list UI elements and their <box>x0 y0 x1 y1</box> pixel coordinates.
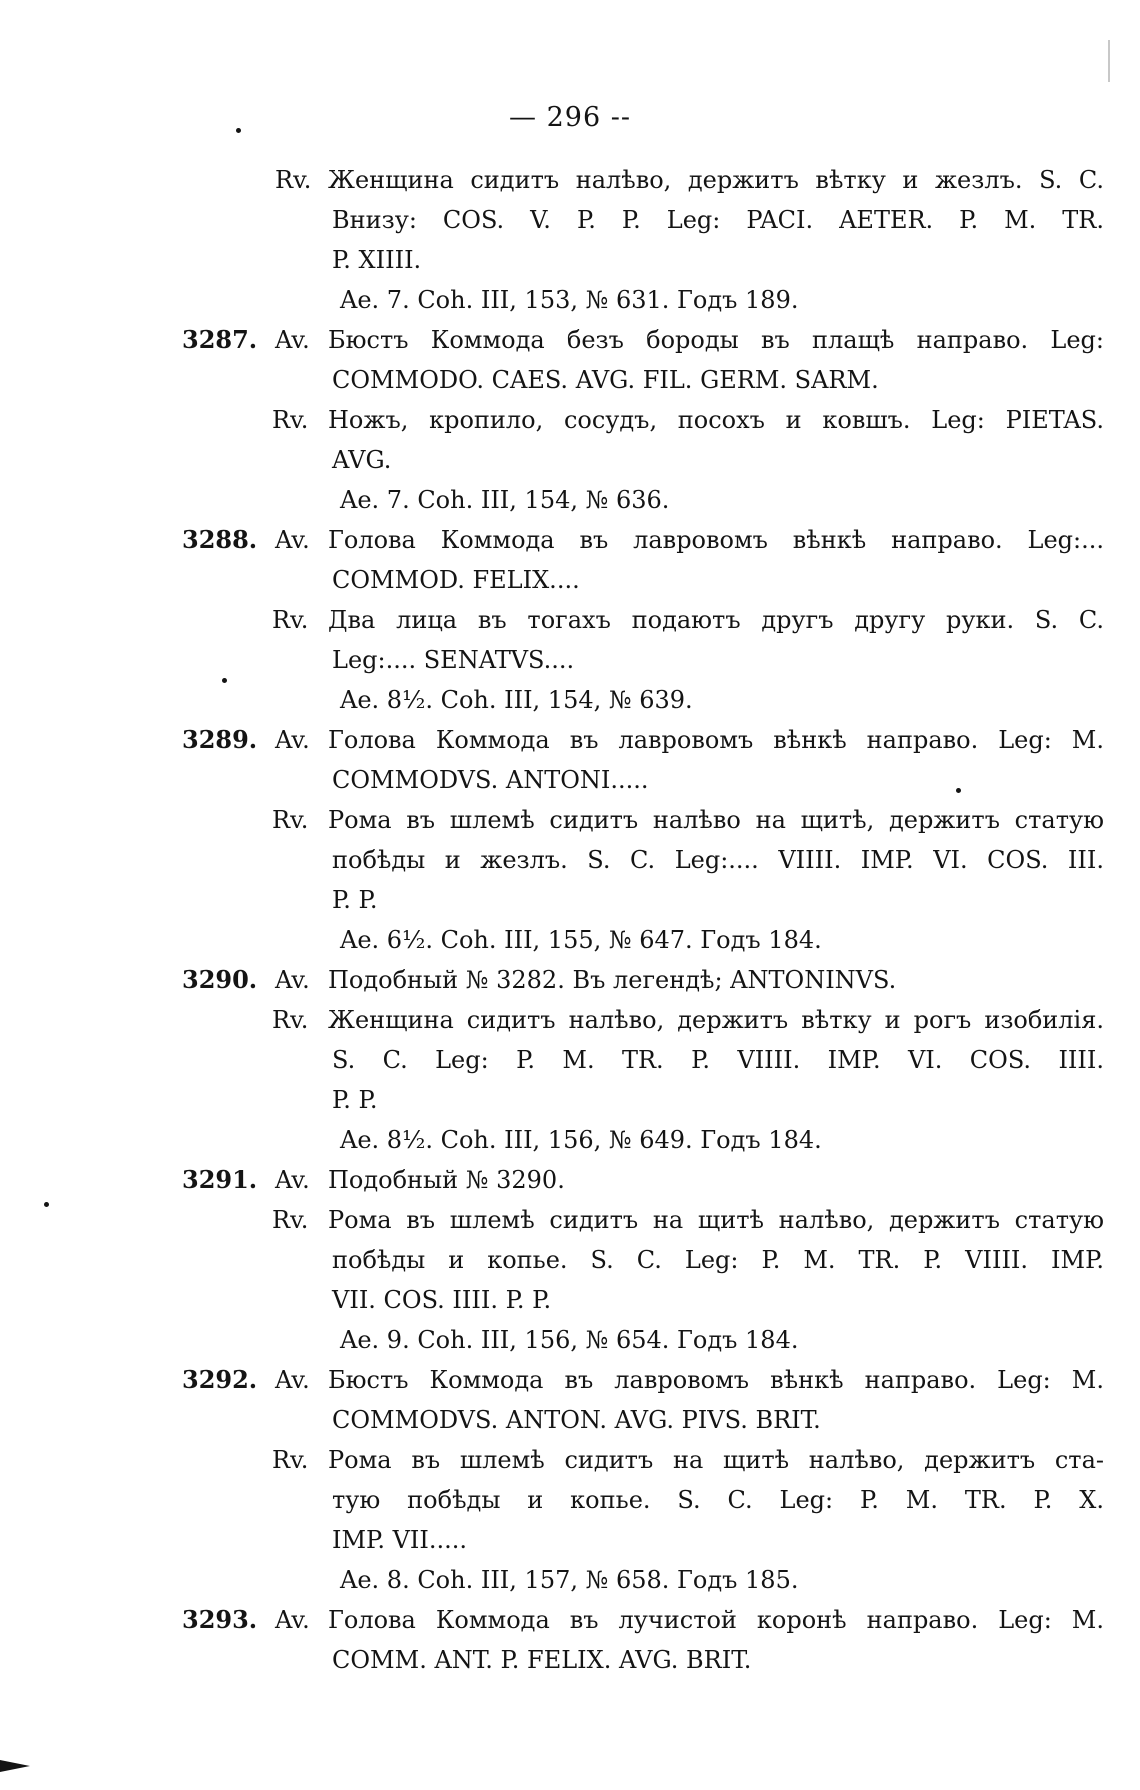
obverse-label: Av. <box>275 526 310 554</box>
catalog-line <box>0 1200 1140 1240</box>
obverse-label: Av. <box>275 1606 310 1634</box>
catalog-line <box>0 1040 1140 1080</box>
catalog-line <box>0 880 1140 920</box>
reverse-label: Rv. <box>272 1446 309 1474</box>
description-text: Рома въ шлемѣ сидитъ налѣво на щитѣ, держитъ статую <box>328 806 1104 834</box>
entry-number: 3291. <box>182 1165 258 1194</box>
description-text: побѣды и жезлъ. S. C. Leg:.... VIIII. IMP. VI. COS. III. <box>332 846 1104 874</box>
catalog-line <box>0 520 1140 560</box>
page-number: — 296 -- <box>509 102 631 133</box>
catalog-line <box>0 240 1140 280</box>
coin-reference-line: Ae. 6½. Coh. III, 155, № 647. Годъ 184. <box>340 926 822 954</box>
catalog-line <box>0 1360 1140 1400</box>
catalog-line <box>0 1320 1140 1360</box>
catalog-line <box>0 320 1140 360</box>
obverse-label: Av. <box>275 1366 310 1394</box>
description-text: Внизу: COS. V. P. P. Leg: PACI. AETER. P. M. TR. <box>332 206 1104 234</box>
description-text: P. P. <box>332 1086 378 1114</box>
print-speck <box>236 128 241 133</box>
obverse-label: Av. <box>275 1166 310 1194</box>
obverse-label: Av. <box>275 726 310 754</box>
description-text: Рома въ шлемѣ сидитъ на щитѣ налѣво, держитъ ста- <box>328 1446 1104 1474</box>
description-text: COMM. ANT. P. FELIX. AVG. BRIT. <box>332 1646 752 1674</box>
catalog-entries <box>0 160 1140 1680</box>
catalog-line <box>0 440 1140 480</box>
description-text: Рома въ шлемѣ сидитъ на щитѣ налѣво, держитъ статую <box>328 1206 1104 1234</box>
catalog-line <box>0 1600 1140 1640</box>
coin-reference-line: Ae. 9. Coh. III, 156, № 654. Годъ 184. <box>340 1326 799 1354</box>
reverse-label: Rv. <box>275 166 312 194</box>
reverse-label: Rv. <box>272 606 309 634</box>
catalog-line <box>0 1560 1140 1600</box>
catalog-line <box>0 1520 1140 1560</box>
entry-number: 3293. <box>182 1605 258 1634</box>
description-text: S. C. Leg: P. M. TR. P. VIIII. IMP. VI. COS. IIII. <box>332 1046 1104 1074</box>
catalog-line <box>0 800 1140 840</box>
description-text: COMMODO. CAES. AVG. FIL. GERM. SARM. <box>332 366 879 394</box>
entry-number: 3290. <box>182 965 258 994</box>
description-text: Ножъ, кропило, сосудъ, посохъ и ковшъ. Leg: PIETAS. <box>328 406 1104 434</box>
obverse-label: Av. <box>275 326 310 354</box>
catalog-line <box>0 160 1140 200</box>
catalog-line <box>0 720 1140 760</box>
entry-number: 3287. <box>182 325 258 354</box>
catalog-line <box>0 200 1140 240</box>
catalog-line <box>0 560 1140 600</box>
description-text: тую побѣды и копье. S. C. Leg: P. M. TR. P. X. <box>332 1486 1104 1514</box>
catalog-line <box>0 840 1140 880</box>
description-text: Женщина сидитъ налѣво, держитъ вѣтку и жезлъ. S. C. <box>328 166 1104 194</box>
catalog-line <box>0 1440 1140 1480</box>
coin-reference-line: Ae. 8½. Coh. III, 156, № 649. Годъ 184. <box>340 1126 822 1154</box>
entry-number: 3288. <box>182 525 258 554</box>
description-text: IMP. VII..... <box>332 1526 468 1554</box>
catalog-line <box>0 400 1140 440</box>
catalog-line <box>0 1160 1140 1200</box>
catalog-line <box>0 1000 1140 1040</box>
description-text: побѣды и копье. S. C. Leg: P. M. TR. P. VIIII. IMP. <box>332 1246 1104 1274</box>
reverse-label: Rv. <box>272 406 309 434</box>
catalog-line <box>0 960 1140 1000</box>
catalog-line <box>0 1640 1140 1680</box>
catalog-line <box>0 1400 1140 1440</box>
catalog-line <box>0 1240 1140 1280</box>
reverse-label: Rv. <box>272 806 309 834</box>
catalog-line <box>0 640 1140 680</box>
catalog-line <box>0 1280 1140 1320</box>
entry-number: 3289. <box>182 725 258 754</box>
description-text: COMMODVS. ANTONI..... <box>332 766 649 794</box>
catalog-line <box>0 360 1140 400</box>
catalog-line <box>0 680 1140 720</box>
description-text: Подобный № 3282. Въ легендѣ; ANTONINVS. <box>328 966 897 994</box>
description-text: Голова Коммода въ лавровомъ вѣнкѣ направо. Leg:... <box>328 526 1104 554</box>
description-text: P. P. <box>332 886 378 914</box>
description-text: COMMODVS. ANTON. AVG. PIVS. BRIT. <box>332 1406 821 1434</box>
description-text: Голова Коммода въ лавровомъ вѣнкѣ направо. Leg: M. <box>328 726 1104 754</box>
obverse-label: Av. <box>275 966 310 994</box>
catalog-line <box>0 1120 1140 1160</box>
catalog-line <box>0 1080 1140 1120</box>
coin-reference-line: Ae. 8. Coh. III, 157, № 658. Годъ 185. <box>340 1566 799 1594</box>
description-text: Leg:.... SENATVS.... <box>332 646 575 674</box>
catalog-line <box>0 920 1140 960</box>
page-edge-mark <box>1108 40 1110 82</box>
catalog-line <box>0 480 1140 520</box>
catalog-line <box>0 600 1140 640</box>
reverse-label: Rv. <box>272 1006 309 1034</box>
arrow-mark <box>0 1760 30 1772</box>
catalog-line <box>0 1480 1140 1520</box>
description-text: Бюстъ Коммода въ лавровомъ вѣнкѣ направо. Leg: M. <box>328 1366 1104 1394</box>
description-text: Голова Коммода въ лучистой коронѣ направо. Leg: M. <box>328 1606 1104 1634</box>
coin-reference-line: Ae. 7. Coh. III, 154, № 636. <box>340 486 670 514</box>
catalog-line <box>0 280 1140 320</box>
reverse-label: Rv. <box>272 1206 309 1234</box>
description-text: Подобный № 3290. <box>328 1166 565 1194</box>
description-text: VII. COS. IIII. P. P. <box>332 1286 552 1314</box>
description-text: Два лица въ тогахъ подаютъ другъ другу руки. S. C. <box>328 606 1104 634</box>
description-text: Женщина сидитъ налѣво, держитъ вѣтку и рогъ изобилія. <box>328 1006 1104 1034</box>
description-text: Бюстъ Коммода безъ бороды въ плащѣ направо. Leg: <box>328 326 1104 354</box>
coin-reference-line: Ae. 8½. Coh. III, 154, № 639. <box>340 686 693 714</box>
coin-reference-line: Ae. 7. Coh. III, 153, № 631. Годъ 189. <box>340 286 799 314</box>
catalog-line <box>0 760 1140 800</box>
description-text: COMMOD. FELIX.... <box>332 566 580 594</box>
description-text: P. XIIII. <box>332 246 422 274</box>
description-text: AVG. <box>332 446 392 474</box>
entry-number: 3292. <box>182 1365 258 1394</box>
